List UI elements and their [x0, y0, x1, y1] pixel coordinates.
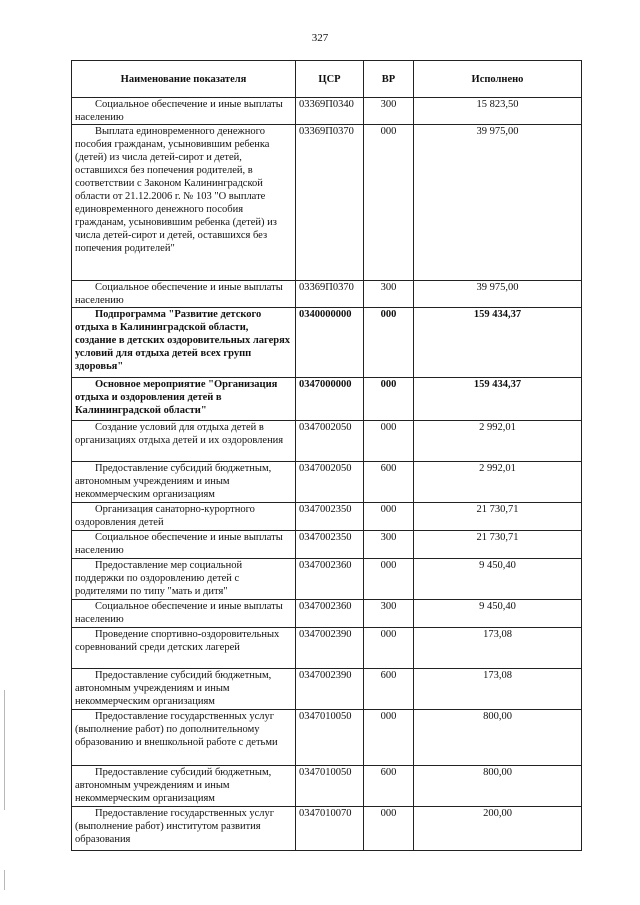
vr-code: 000	[364, 559, 414, 600]
vr-code: 300	[364, 531, 414, 559]
executed-amount: 173,08	[414, 628, 582, 669]
indicator-name: Выплата единовременного денежного пособия гражданам, усыновившим ребенка (детей) из числа детей-сирот и детей, оставшихся без попечения родителей, в соответствии с Законом Калининградской области от 21.12.2006 г. № 103 "О выплате единовременного денежного пособия гражданам, усыновившим ребенка (детей) из числа детей-сирот и детей, оставшихся без попечения родителей"	[72, 125, 296, 281]
vr-code: 000	[364, 378, 414, 421]
executed-amount: 159 434,37	[414, 308, 582, 378]
table-row	[72, 421, 582, 462]
table-row	[72, 628, 582, 669]
csr-code: 0347002050	[296, 421, 364, 462]
margin-scan-mark	[4, 690, 5, 810]
csr-code: 03369П0370	[296, 125, 364, 281]
indicator-name: Предоставление мер социальной поддержки по оздоровлению детей с родителями по типу "мать и дитя"	[72, 559, 296, 600]
table-row	[72, 600, 582, 628]
vr-code: 000	[364, 503, 414, 531]
executed-amount: 173,08	[414, 669, 582, 710]
table-row	[72, 462, 582, 503]
table-row	[72, 807, 582, 851]
csr-code: 03369П0340	[296, 98, 364, 125]
vr-code: 000	[364, 807, 414, 851]
csr-code: 0347002050	[296, 462, 364, 503]
table-row	[72, 98, 582, 125]
column-header-vr: ВР	[364, 61, 414, 98]
csr-code: 0347002360	[296, 559, 364, 600]
indicator-name: Предоставление субсидий бюджетным, автономным учреждениям и иным некоммерческим организациям	[72, 462, 296, 503]
indicator-name: Социальное обеспечение и иные выплаты населению	[72, 281, 296, 308]
csr-code: 0347010070	[296, 807, 364, 851]
csr-code: 0340000000	[296, 308, 364, 378]
csr-code: 0347000000	[296, 378, 364, 421]
table-row	[72, 378, 582, 421]
vr-code: 300	[364, 600, 414, 628]
table-row	[72, 308, 582, 378]
table-row	[72, 559, 582, 600]
indicator-name: Предоставление субсидий бюджетным, автономным учреждениям и иным некоммерческим организациям	[72, 766, 296, 807]
csr-code: 0347002390	[296, 628, 364, 669]
indicator-name: Подпрограмма "Развитие детского отдыха в Калининградской области, создание в детских оздоровительных лагерях условий для отдыха детей всех групп здоровья"	[72, 308, 296, 378]
csr-code: 0347002390	[296, 669, 364, 710]
column-header-csr: ЦСР	[296, 61, 364, 98]
csr-code: 0347010050	[296, 710, 364, 766]
table-row	[72, 766, 582, 807]
table-header-row	[72, 61, 582, 98]
executed-amount: 800,00	[414, 710, 582, 766]
vr-code: 000	[364, 628, 414, 669]
indicator-name: Предоставление государственных услуг (выполнение работ) институтом развития образования	[72, 807, 296, 851]
executed-amount: 2 992,01	[414, 421, 582, 462]
executed-amount: 39 975,00	[414, 125, 582, 281]
executed-amount: 15 823,50	[414, 98, 582, 125]
csr-code: 0347002350	[296, 503, 364, 531]
table-row	[72, 669, 582, 710]
page-number: 327	[311, 32, 329, 44]
table-row	[72, 281, 582, 308]
vr-code: 000	[364, 710, 414, 766]
executed-amount: 21 730,71	[414, 503, 582, 531]
executed-amount: 39 975,00	[414, 281, 582, 308]
executed-amount: 159 434,37	[414, 378, 582, 421]
vr-code: 600	[364, 669, 414, 710]
table-row	[72, 531, 582, 559]
vr-code: 600	[364, 766, 414, 807]
executed-amount: 800,00	[414, 766, 582, 807]
indicator-name: Социальное обеспечение и иные выплаты населению	[72, 600, 296, 628]
margin-scan-mark	[4, 870, 5, 890]
indicator-name: Проведение спортивно-оздоровительных соревнований среди детских лагерей	[72, 628, 296, 669]
vr-code: 000	[364, 125, 414, 281]
indicator-name: Основное мероприятие "Организация отдыха и оздоровления детей в Калининградской области"	[72, 378, 296, 421]
column-header-name: Наименование показателя	[72, 61, 296, 98]
indicator-name: Организация санаторно-курортного оздоровления детей	[72, 503, 296, 531]
csr-code: 03369П0370	[296, 281, 364, 308]
executed-amount: 21 730,71	[414, 531, 582, 559]
csr-code: 0347010050	[296, 766, 364, 807]
indicator-name: Социальное обеспечение и иные выплаты населению	[72, 531, 296, 559]
csr-code: 0347002350	[296, 531, 364, 559]
vr-code: 300	[364, 281, 414, 308]
executed-amount: 9 450,40	[414, 600, 582, 628]
indicator-name: Предоставление субсидий бюджетным, автономным учреждениям и иным некоммерческим организациям	[72, 669, 296, 710]
indicator-name: Социальное обеспечение и иные выплаты населению	[72, 98, 296, 125]
indicator-name: Создание условий для отдыха детей в организациях отдыха детей и их оздоровления	[72, 421, 296, 462]
vr-code: 000	[364, 308, 414, 378]
vr-code: 600	[364, 462, 414, 503]
vr-code: 300	[364, 98, 414, 125]
executed-amount: 200,00	[414, 807, 582, 851]
table-row	[72, 710, 582, 766]
table-row	[72, 125, 582, 281]
table-row	[72, 503, 582, 531]
column-header-executed: Исполнено	[414, 61, 582, 98]
csr-code: 0347002360	[296, 600, 364, 628]
budget-execution-table	[71, 60, 582, 851]
indicator-name: Предоставление государственных услуг (выполнение работ) по дополнительному образованию и внешкольной работе с детьми	[72, 710, 296, 766]
vr-code: 000	[364, 421, 414, 462]
executed-amount: 2 992,01	[414, 462, 582, 503]
executed-amount: 9 450,40	[414, 559, 582, 600]
